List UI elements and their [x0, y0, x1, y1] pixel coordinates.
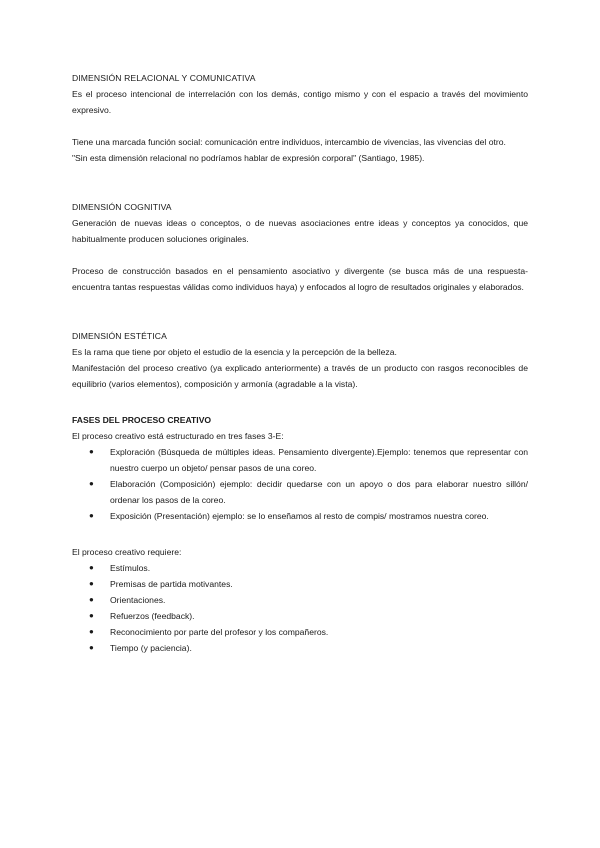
- bullet-icon: ●: [89, 579, 94, 588]
- list-item: [72, 476, 528, 508]
- paragraph: Manifestación del proceso creativo (ya explicado anteriormente) a través de un producto con rasgos reconocibles de equilibrio (varios elementos), composición y armonía (agradable a la vista).: [72, 363, 528, 389]
- list-item-text: Tiempo (y paciencia).: [110, 643, 192, 653]
- bullet-icon: ●: [89, 447, 94, 456]
- list-item-text: Elaboración (Composición) ejemplo: decidir quedarse con un apoyo o dos para elaborar nuestro sillón/ ordenar los pasos de la coreo.: [110, 479, 528, 505]
- paragraph: Generación de nuevas ideas o conceptos, o de nuevas asociaciones entre ideas y conceptos ya conocidos, que habitualmente producen soluciones originales.: [72, 218, 528, 244]
- section-relacional: [72, 70, 528, 166]
- paragraph: Tiene una marcada función social: comunicación entre individuos, intercambio de vivencias, las vivencias del otro.: [72, 137, 506, 147]
- bullet-icon: ●: [89, 611, 94, 620]
- list-item: [72, 624, 528, 640]
- section-heading: DIMENSIÓN ESTÉTICA: [72, 331, 167, 341]
- requirements-list: [72, 560, 528, 656]
- list-item-text: Orientaciones.: [110, 595, 166, 605]
- section-heading: FASES DEL PROCESO CREATIVO: [72, 415, 212, 425]
- paragraph: El proceso creativo está estructurado en tres fases 3-E:: [72, 431, 284, 441]
- bullet-icon: ●: [89, 627, 94, 636]
- section-heading: DIMENSIÓN RELACIONAL Y COMUNICATIVA: [72, 73, 256, 83]
- bullet-icon: ●: [89, 563, 94, 572]
- bullet-icon: ●: [89, 479, 94, 488]
- paragraph: Es la rama que tiene por objeto el estudio de la esencia y la percepción de la belleza.: [72, 347, 397, 357]
- phases-list: [72, 444, 528, 524]
- list-item: [72, 576, 528, 592]
- list-item-text: Estímulos.: [110, 563, 151, 573]
- list-item: [72, 640, 528, 656]
- list-item: [72, 560, 528, 576]
- list-item: [72, 608, 528, 624]
- bullet-icon: ●: [89, 643, 94, 652]
- list-item: [72, 592, 528, 608]
- list-item-text: Reconocimiento por parte del profesor y los compañeros.: [110, 627, 329, 637]
- bullet-icon: ●: [89, 511, 94, 520]
- section-fases: [72, 412, 528, 524]
- list-item-text: Premisas de partida motivantes.: [110, 579, 233, 589]
- section-heading: DIMENSIÓN COGNITIVA: [72, 202, 172, 212]
- list-item: [72, 508, 528, 524]
- list-item-text: Refuerzos (feedback).: [110, 611, 195, 621]
- bullet-icon: ●: [89, 595, 94, 604]
- list-item: [72, 444, 528, 476]
- list-item-text: Exposición (Presentación) ejemplo: se lo enseñamos al resto de compis/ mostramos nuestra coreo.: [110, 511, 489, 521]
- list-item-text: Exploración (Búsqueda de múltiples ideas. Pensamiento divergente).Ejemplo: tenemos que representar con nuestro cuerpo un objeto/ pensar pasos de una coreo.: [110, 447, 528, 473]
- section-estetica: [72, 328, 528, 392]
- paragraph: Es el proceso intencional de interrelación con los demás, contigo mismo y con el espacio a través del movimiento expresivo.: [72, 89, 528, 115]
- section-cognitiva: [72, 199, 528, 295]
- paragraph: Proceso de construcción basados en el pensamiento asociativo y divergente (se busca más de una respuesta- encuentra tantas respuestas válidas como individuos haya) y enfocados al logro de resultados originales y elaborados.: [72, 266, 528, 292]
- document-page: [72, 70, 528, 656]
- section-requiere: [72, 544, 528, 656]
- quote: "Sin esta dimensión relacional no podríamos hablar de expresión corporal" (Santiago, 1985).: [72, 153, 425, 163]
- paragraph: El proceso creativo requiere:: [72, 547, 182, 557]
